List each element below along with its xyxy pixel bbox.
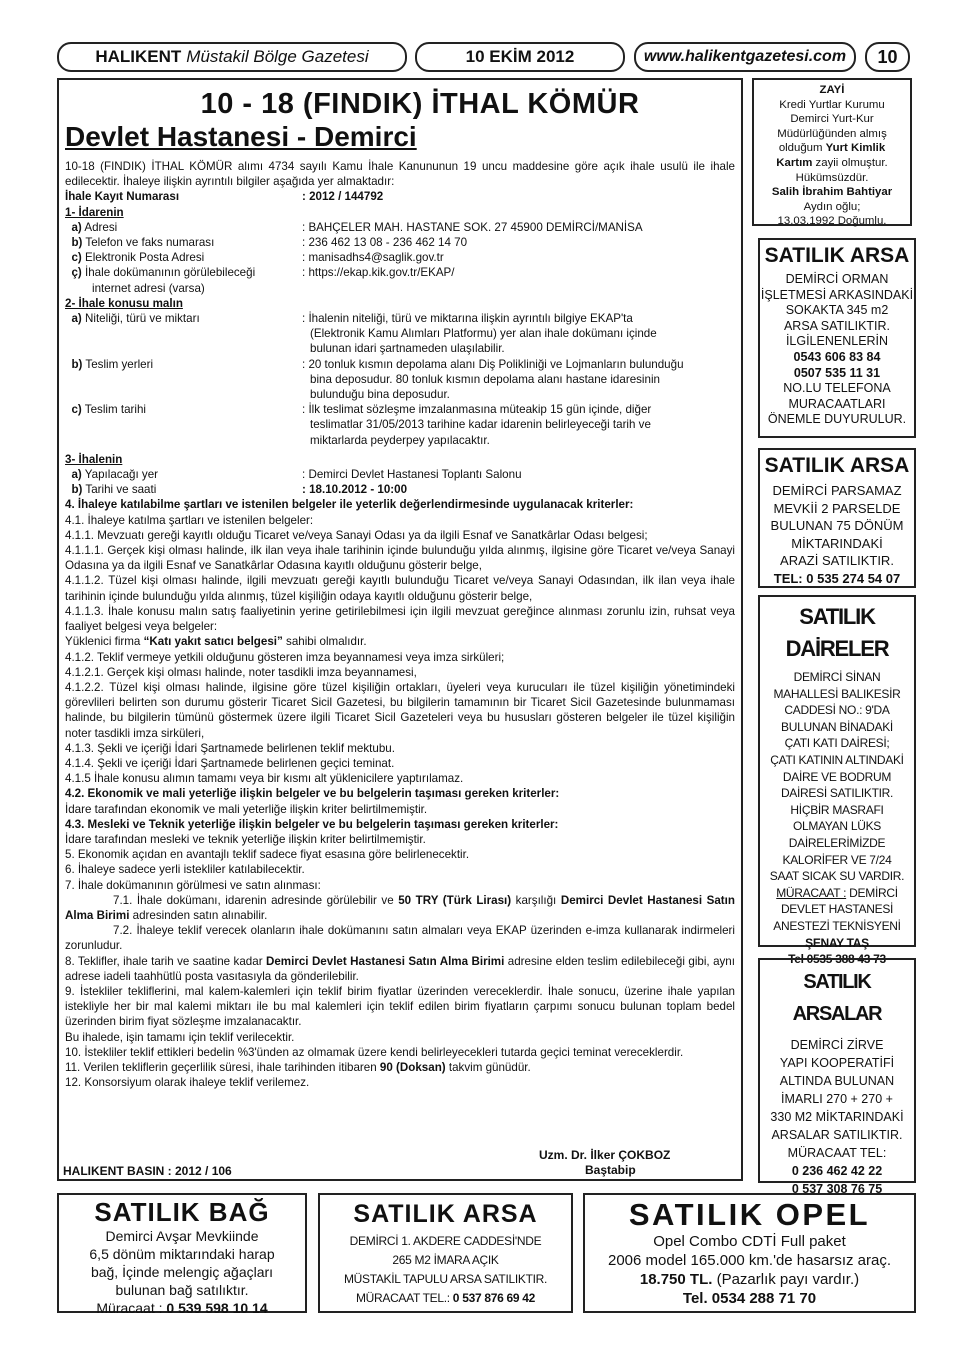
ad-line: MÜRACAAT TEL: <box>787 1146 887 1160</box>
ad-line: 330 M2 MİKTARINDAKİ <box>770 1110 904 1124</box>
ad-line: 2006 model 165.000 km.'de hasarsız araç. <box>607 1252 892 1269</box>
lost-notice-line: Kartım zayii olmuştur. <box>776 156 888 169</box>
s2-row-a: a) Niteliği, türü ve miktarı : İhalenin niteliği, türü ve miktarına ilişkin ayrıntılı bilgiye EKAP'ta (Elektronik Kamu Alımları Platformu) yer alan ihale dokümanı içinde bulunan idari şartnameden ulaşılabilir. <box>71 312 657 356</box>
lost-notice-name: Salih İbrahim Bahtiyar <box>771 186 893 199</box>
ad-line: NO.LU TELEFONA <box>783 381 891 396</box>
ad-line: HİÇBİR MASRAFI <box>790 802 884 817</box>
ad-arsa-orman <box>758 238 916 438</box>
p415: 4.1.5 İhale konusu alımın tamamı veya bir kısmı alt yüklenicilere yaptırılamaz. <box>65 772 464 786</box>
p42: 4.2. Ekonomik ve mali yeterliğe ilişkin belgeler ve bu belgelerin taşıması gereken kriterler: <box>65 787 560 801</box>
s3-row-a: a) Yapılacağı yer : Demirci Devlet Hastanesi Toplantı Salonu <box>71 468 522 482</box>
issue-date: 10 EKİM 2012 <box>465 47 575 66</box>
p10: 10. İstekliler teklif ettikleri bedelin %3'ünden az olmamak üzere kendi belirleyecekleri tutarda geçici teminat vereceklerdir. <box>65 1045 684 1059</box>
ad-line: İMARLI 270 + 270 + <box>781 1092 893 1106</box>
ad-line: SAAT SICAK SU VARDIR. <box>769 869 905 884</box>
page-number: 10 <box>877 46 898 67</box>
lost-notice-line: Kredi Yurtlar Kurumu <box>779 98 885 111</box>
s1-row-a: a) Adresi : BAHÇELER MAH. HASTANE SOK. 27 45900 DEMİRCİ/MANİSA <box>71 220 643 234</box>
ad-arsa-parsamaz <box>758 448 916 588</box>
ad-line: ALTINDA BULUNAN <box>779 1074 895 1088</box>
ad-phone: Tel. 0534 288 71 70 <box>682 1290 817 1307</box>
ad-line: İLGİLENENLERİN <box>785 334 889 349</box>
p413: 4.1.3. Şekli ve içeriği İdari Şartnamede belirlenen teklif mektubu. <box>65 741 395 755</box>
p9: 9. İstekliler tekliflerini, mal kalem-kalemleri için teklif birim fiyatlar üzerinden vereceklerdir. İhale sonucu, üzerine ihale yapılan istekliyle her bir mal kalemi miktarı ile bu mal kalemleri için teklif edilen birim fiyatların çarpımı sonucu bulunan toplam bedel üzerinden birim fiyat sözleşme imzalanacaktır. <box>65 984 735 1029</box>
page-number-pill <box>865 42 910 72</box>
s1-row-d-extra: internet adresi (varsa) <box>92 281 205 295</box>
ad-contact: MÜRACAAT TEL.: 0 537 876 69 42 <box>355 1291 536 1305</box>
s1-row-b: b) Telefon ve faks numarası : 236 462 13 08 - 236 462 14 70 <box>71 236 468 250</box>
signer-title: Baştabip <box>585 1163 636 1177</box>
p72: 7.2. İhaleye teklif verecek olanların ihale dokümanını satın almaları veya EKAP üzerinden e-imza kullanarak indirmeleri zorunludur. <box>65 924 735 953</box>
kayit-row: İhale Kayıt Numarası : 2012 / 144792 <box>65 190 384 204</box>
p4112: 4.1.1.2. Tüzel kişi olması halinde, ilgili mevzuatı gereği kayıtlı bulunduğu Ticaret ve/veya Sanayi Odasından, ilk ilan veya ihale tarihinin içinde bulunduğu yılda alınmış, tüzel kişiliğin odaya kayıtlı olduğunu gösterir belge, <box>65 574 735 603</box>
p41: 4.1. İhaleye katılma şartları ve istenilen belgeler: <box>65 513 314 527</box>
signature-block <box>539 1148 739 1178</box>
ad-phone: 0 537 308 76 75 <box>791 1182 883 1196</box>
ad-bag <box>57 1193 307 1316</box>
ad-line: DEMİRCİ 1. AKDERE CADDESİ'NDE <box>349 1234 542 1248</box>
ad-line: MÜRACAAT : DEMİRCİ <box>776 885 898 900</box>
ad-line: YAPI KOOPERATİFİ <box>779 1056 895 1070</box>
p4113b: Yüklenici firma “Katı yakıt satıcı belgesi” sahibi olmalıdır. <box>65 635 367 649</box>
ad-daireler <box>758 595 916 967</box>
p9b: Bu ihalede, işin tamamı için teklif verilecektir. <box>65 1030 295 1044</box>
ad-contact-name: ŞENAY TAŞ <box>805 935 869 950</box>
p4: 4. İhaleye katılabilme şartları ve istenilen belgeler ile yeterlik değerlendirmesinde uygulanacak kriterler: <box>65 498 634 512</box>
ad-line: ARAZİ SATILIKTIR. <box>780 553 894 568</box>
p43b: İdare tarafından mesleki ve teknik yeterliğe ilişkin kriter belirtilmemiştir. <box>65 832 426 846</box>
ad-line: DEMİRCİ PARSAMAZ <box>772 483 902 498</box>
ad-title: SATILIK ARSALAR <box>792 971 882 1025</box>
ad-title: SATILIK BAĞ <box>94 1197 270 1227</box>
p412: 4.1.2. Teklif vermeye yetkili olduğunu gösteren imza beyannamesi veya imza sirküleri; <box>65 650 505 664</box>
ad-line: 18.750 TL. (Pazarlık payı vardır.) <box>639 1271 860 1288</box>
section-2-title: 2- İhale konusu malın <box>65 296 183 310</box>
website: www.halikentgazetesi.com <box>643 48 847 65</box>
p42b: İdare tarafından ekonomik ve mali yeterliğe ilişkin kriter belirtilmemiştir. <box>65 802 428 816</box>
s3-row-b: b) Tarihi ve saati : 18.10.2012 - 10:00 <box>71 483 408 497</box>
ad-line: ARSA SATILIKTIR. <box>783 318 891 333</box>
lost-notice-line: 13.03.1992 Doğumlu. <box>777 215 887 228</box>
ad-line: MAHALLESİ BALIKESİR <box>773 686 901 701</box>
ad-line: MÜSTAKİL TAPULU ARSA SATILIKTIR. <box>343 1272 548 1286</box>
ad-title: SATILIK DAİRELER <box>785 604 889 661</box>
lost-notice-line: Aydın oğlu; <box>803 200 861 213</box>
ad-phone: 0543 606 83 84 <box>793 349 881 364</box>
ad-line: bağ, İçinde melengiç ağaçları <box>90 1264 274 1280</box>
ad-line: DEMİRCİ ORMAN <box>785 272 889 286</box>
ad-line: OLMAYAN LÜKS <box>793 819 881 834</box>
ad-title: SATILIK OPEL <box>628 1197 871 1232</box>
p4122: 4.1.2.2. Tüzel kişi olması halinde, ilgisine göre tüzel kişiliğin ortakları, üyeleri veya kurucuları ile tüzel kişiliğin yönetimindeki görevlileri belirten son durumu gösterir Ticaret Sicil Gazetesi, bu bilgilerin tamamının bir Ticaret Sicil Gazetesinde bulunmaması halinde, bu bilgilerin tümünü göstermek üzere ilgili Ticaret Sicil Gazeteleri veya bu hususları gösteren belgeler ile tüzel kişiliğin noter tasdikli imza sirküleri, <box>65 680 735 740</box>
ad-arsalar <box>758 958 916 1196</box>
ad-line: Opel Combo CDTİ Full paket <box>653 1233 846 1250</box>
ad-line: DAİRE VE BODRUM <box>782 769 892 784</box>
ad-phone: TEL: 0 535 274 54 07 <box>773 570 901 586</box>
paper-name-pill <box>57 42 407 72</box>
intro-text: 10-18 (FINDIK) İTHAL KÖMÜR alımı 4734 sayılı Kamu İhale Kanununun 19 uncu maddesine göre açık ihale usulü ile ihale edilecektir. İhaleye ilişkin ayrıntılı bilgiler aşağıda yer almaktadır: <box>65 160 735 189</box>
lost-notice-line: Müdürlüğünden almış <box>777 127 887 140</box>
website-pill <box>634 42 856 72</box>
ad-contact: Müracaat : 0 539 598 10 14 <box>96 1300 268 1316</box>
section-3-title: 3- İhalenin <box>65 452 123 466</box>
p71: 7.1. İhale dokümanı, idarenin adresinde görülebilir ve 50 TRY (Türk Lirası) karşılığı Demirci Devlet Hastanesi Satın Alma Birimi adresinden satın alınabilir. <box>65 893 735 922</box>
p43: 4.3. Mesleki ve Teknik yeterliğe ilişkin belgeler ve bu belgelerin taşıması gereken kriterler: <box>65 817 559 831</box>
ad-title: SATILIK ARSA <box>764 244 910 267</box>
tender-announcement <box>57 78 743 1181</box>
ad-arsa-akdere <box>318 1193 573 1313</box>
ad-line: ANESTEZİ TEKNİSYENİ <box>773 918 901 933</box>
ad-line: ARSALAR SATILIKTIR. <box>771 1128 903 1142</box>
ad-line: ÇATI KATI DAİRESİ; <box>784 736 890 751</box>
signer-name: Uzm. Dr. İlker ÇOKBOZ <box>539 1148 671 1162</box>
ad-line: DAİRESİ SATILIKTIR. <box>780 786 894 801</box>
ad-line: Demirci Avşar Mevkiinde <box>105 1228 259 1244</box>
ad-line: DAİRELERİMİZDE <box>788 835 886 850</box>
p6: 6. İhaleye sadece yerli istekliler katılabilecektir. <box>65 863 305 877</box>
ad-line: ÖNEMLE DUYURULUR. <box>767 412 907 427</box>
s2-row-c: c) Teslim tarihi : İlk teslimat sözleşme imzalanmasına müteakip 15 gün içinde, diğer teslimatlar 31/05/2013 tarihine kadar idarenin belirleyeceği tarih ve miktarlarda peyderpey yapılacaktır. <box>71 403 652 447</box>
ad-line: KALORİFER VE 7/24 <box>782 852 892 867</box>
ad-phone: 0507 535 11 31 <box>793 365 881 380</box>
paper-name: HALIKENT <box>95 47 182 66</box>
ad-line: MEVKİİ 2 PARSELDE <box>773 500 901 516</box>
p4113: 4.1.1.3. İhale konusu malın satış faaliyetinin yerine getirilebilmesi için ilgili mevzuat gereğince alınması zorunlu izin, ruhsat veya faaliyet belgesi veya belgeler: <box>65 604 735 634</box>
p411: 4.1.1. Mevzuatı gereği kayıtlı olduğu Ticaret ve/veya Sanayi Odası ya da ilgili Esnaf ve Sanatkârlar Odası belgesi; <box>65 528 648 542</box>
ad-line: 265 M2 İMARA AÇIK <box>392 1253 499 1267</box>
ad-line: bulunan bağ satılıktır. <box>115 1282 249 1298</box>
p11: 11. Verilen tekliflerin geçerlilik süresi, ihale tarihinden itibaren 90 (Doksan) takvim günüdür. <box>65 1060 531 1074</box>
p5: 5. Ekonomik açıdan en avantajlı teklif sadece fiyat esasına göre belirlenecektir. <box>65 848 470 862</box>
ad-line: SOKAKTA 345 m2 <box>785 303 889 318</box>
p12: 12. Konsorsiyum olarak ihaleye teklif verilemez. <box>65 1076 310 1090</box>
ad-line: DEMİRCİ SİNAN <box>793 670 881 684</box>
ad-line: ÇATI KATININ ALTINDAKİ <box>770 752 904 767</box>
lost-notice-box <box>752 78 912 226</box>
ad-line: BULUNAN BİNADAKİ <box>781 719 893 734</box>
ad-line: MURACAATLARI <box>788 396 886 411</box>
lost-notice-title: ZAYİ <box>819 84 845 96</box>
s1-row-d: ç) İhale dokümanının görülebileceği : https://ekap.kik.gov.tr/EKAP/ <box>71 266 455 280</box>
ad-phone: 0 236 462 42 22 <box>791 1164 883 1178</box>
reference-number: HALIKENT BASIN : 2012 / 106 <box>63 1164 232 1178</box>
ad-line: DEVLET HASTANESİ <box>780 902 894 917</box>
tender-title: 10 - 18 (FINDIK) İTHAL KÖMÜR <box>200 88 640 120</box>
ad-phone: Tel 0535 388 43 73 <box>788 952 886 967</box>
ad-line: DEMİRCİ ZİRVE <box>790 1038 884 1052</box>
p8: 8. Teklifler, ihale tarih ve saatine kadar Demirci Devlet Hastanesi Satın Alma Birimi adresine elden teslim edilebileceği gibi, aynı adrese iadeli taahhütlü posta vasıtasıyla da gönderilebilir. <box>65 954 735 983</box>
p7: 7. İhale dokümanının görülmesi ve satın alınması: <box>65 878 321 892</box>
section-1-title: 1- İdarenin <box>65 205 124 219</box>
ad-line: CADDESİ NO.: 9'DA <box>784 703 890 718</box>
paper-subtitle: Müstakil Bölge Gazetesi <box>186 47 369 66</box>
lost-notice-line: Hükümsüzdür. <box>795 171 869 184</box>
ad-title: SATILIK ARSA <box>764 454 910 477</box>
ad-line: MİKTARINDAKİ <box>791 535 883 551</box>
p414: 4.1.4. Şekli ve içeriği İdari Şartnamede belirlenen geçici teminat. <box>65 756 395 770</box>
tender-subtitle: Devlet Hastanesi - Demirci <box>65 121 417 152</box>
s1-row-c: c) Elektronik Posta Adresi : manisadhs4@saglik.gov.tr <box>71 251 444 265</box>
ad-title: SATILIK ARSA <box>353 1200 538 1228</box>
lost-notice-line: olduğum Yurt Kimlik <box>778 142 886 155</box>
p4121: 4.1.2.1. Gerçek kişi olması halinde, noter tasdikli imza beyannamesi, <box>65 665 417 679</box>
ad-line: 6,5 dönüm miktarındaki harap <box>89 1246 275 1262</box>
ad-opel <box>583 1193 916 1313</box>
ad-line: BULUNAN 75 DÖNÜM <box>770 518 904 533</box>
date-pill <box>415 42 625 72</box>
s2-row-b: b) Teslim yerleri : 20 tonluk kısmın depolama alanı Diş Polikliniği ve Lojmanların bulunduğu bina deposudur. 80 tonluk kısmın depolama alanı hastane idaresinin bulunduğu bina deposudur. <box>71 357 684 402</box>
p4111: 4.1.1.1. Gerçek kişi olması halinde, ilk ilan veya ihale tarihinin içinde bulunduğu yılda alınmış, ilgisine göre Ticaret ve/veya Sanayi Odasına ya da ilgili Esnaf ve Sanatkârlar Odasına kayıtlı olduğunu gösterir belge, <box>65 544 735 573</box>
lost-notice-line: Demirci Yurt-Kur <box>790 113 874 126</box>
ad-line: İŞLETMESİ ARKASINDAKİ <box>760 287 914 302</box>
